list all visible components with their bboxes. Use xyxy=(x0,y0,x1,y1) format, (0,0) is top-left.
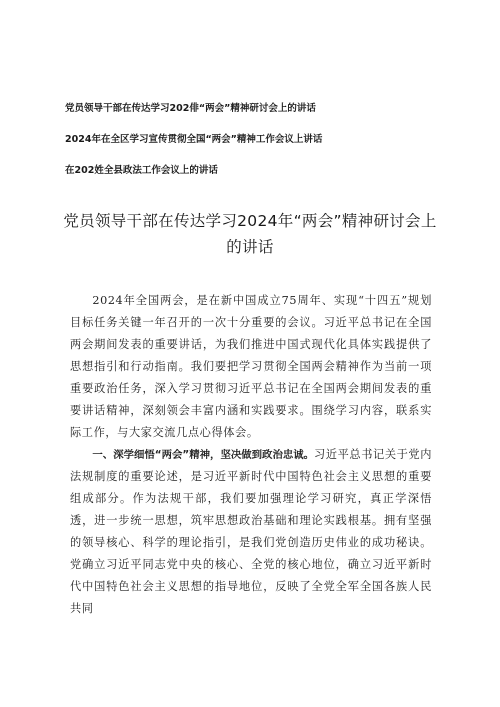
paragraph-section-one xyxy=(70,444,432,620)
section-heading: 一、深学细悟“两会”精神，坚决做到政治忠诚。 xyxy=(92,449,315,461)
paragraph-intro: 2024年全国两会，是在新中国成立75周年、实现“十四五”规划目标任务关键一年召开的一次十分重要的会议。习近平总书记在全国两会期间发表的重要讲话，为我们推进中国式现代化具体实践提供了思想指引和行动指南。我们要把学习贯彻全国两会精神作为当前一项重要政治任务，深入学习贯彻习近平总书记在全国两会期间发表的重要讲话精神，深刻领会丰富内涵和实践要求。围绕学习内容，联系实际工作，与大家交流几点心得体会。 xyxy=(70,294,432,439)
table-of-contents xyxy=(65,102,465,195)
toc-item: 党员领导干部在传达学习202俳“两会”精神研讨会上的讲话 xyxy=(65,103,316,114)
article-title-line1: 党员领导干部在传达学习2024年“两会”精神研讨会上 xyxy=(63,212,437,230)
article-title xyxy=(60,208,440,260)
article-title-line2: 的讲话 xyxy=(226,238,274,256)
article-body xyxy=(70,290,432,620)
toc-item: 2024年在全区学习宣传贯彻全国“两会”精神工作会议上讲话 xyxy=(65,134,323,145)
toc-item: 在202姓全县政法工作会议上的讲话 xyxy=(65,165,218,176)
section-body: 习近平总书记关于党内法规制度的重要论述，是习近平新时代中国特色社会主义思想的重要组成部分。作为法规干部，我们要加强理论学习研究，真正学深悟透，进一步统一思想，筑牢思想政治基础和理论实践根基。拥有坚强的领导核心、科学的理论指引，是我们党创造历史伟业的成功秘诀。党确立习近平同志党中央的核心、全党的核心地位，确立习近平新时代中国特色社会主义思想的指导地位，反映了全党全军全国各族人民共同 xyxy=(70,448,432,615)
